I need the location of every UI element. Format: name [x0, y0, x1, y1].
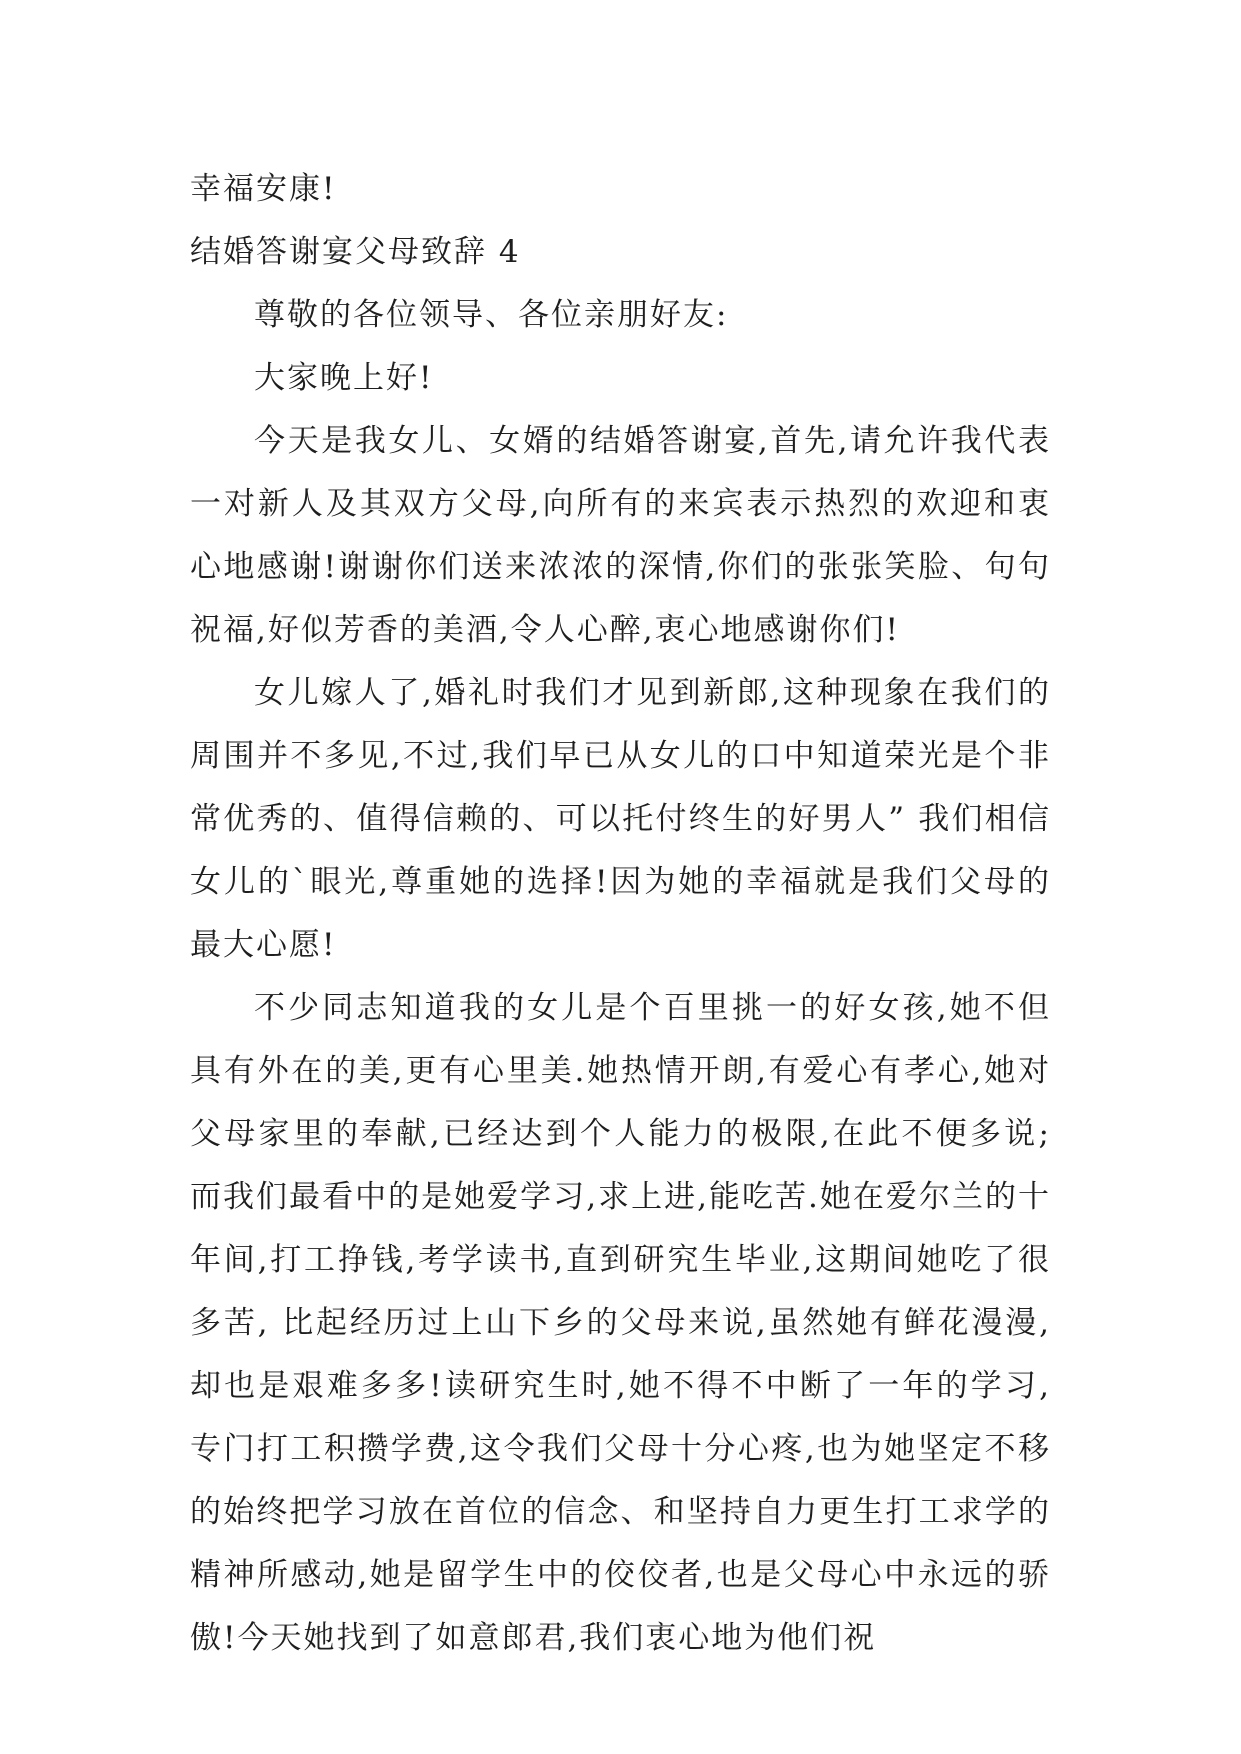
section-title: 结婚答谢宴父母致辞 4	[190, 234, 521, 270]
body-paragraph: 女儿嫁人了,婚礼时我们才见到新郎,这种现象在我们的周围并不多见,不过,我们早已从女儿的口中知道荣光是个非常优秀的、值得信赖的、可以托付终生的好男人” 我们相信女儿的`眼光,尊重她的选择!因为她的幸福就是我们父母的最大心愿!	[190, 675, 1051, 963]
body-paragraph: 今天是我女儿、女婿的结婚答谢宴,首先,请允许我代表一对新人及其双方父母,向所有的来宾表示热烈的欢迎和衷心地感谢!谢谢你们送来浓浓的深情,你们的张张笑脸、句句祝福,好似芳香的美酒,令人心醉,衷心地感谢你们!	[190, 423, 1051, 648]
closing-line: 幸福安康!	[190, 171, 337, 207]
body-paragraph: 不少同志知道我的女儿是个百里挑一的好女孩,她不但具有外在的美,更有心里美.她热情开朗,有爱心有孝心,她对父母家里的奉献,已经达到个人能力的极限,在此不便多说;而我们最看中的是她爱学习,求上进,能吃苦.她在爱尔兰的十年间,打工挣钱,考学读书,直到研究生毕业,这期间她吃了很多苦, 比起经历过上山下乡的父母来说,虽然她有鲜花漫漫,却也是艰难多多!读研究生时,她不得不中断了一年的学习,专门打工积攒学费,这令我们父母十分心疼,也为她坚定不移的始终把学习放在首位的信念、和坚持自力更生打工求学的精神所感动,她是留学生中的佼佼者,也是父母心中永远的骄傲!今天她找到了如意郎君,我们衷心地为他们祝	[190, 990, 1051, 1656]
greeting-paragraph: 大家晚上好!	[254, 360, 434, 396]
document-body	[190, 158, 1051, 1670]
salutation-paragraph: 尊敬的各位领导、各位亲朋好友:	[254, 297, 729, 333]
